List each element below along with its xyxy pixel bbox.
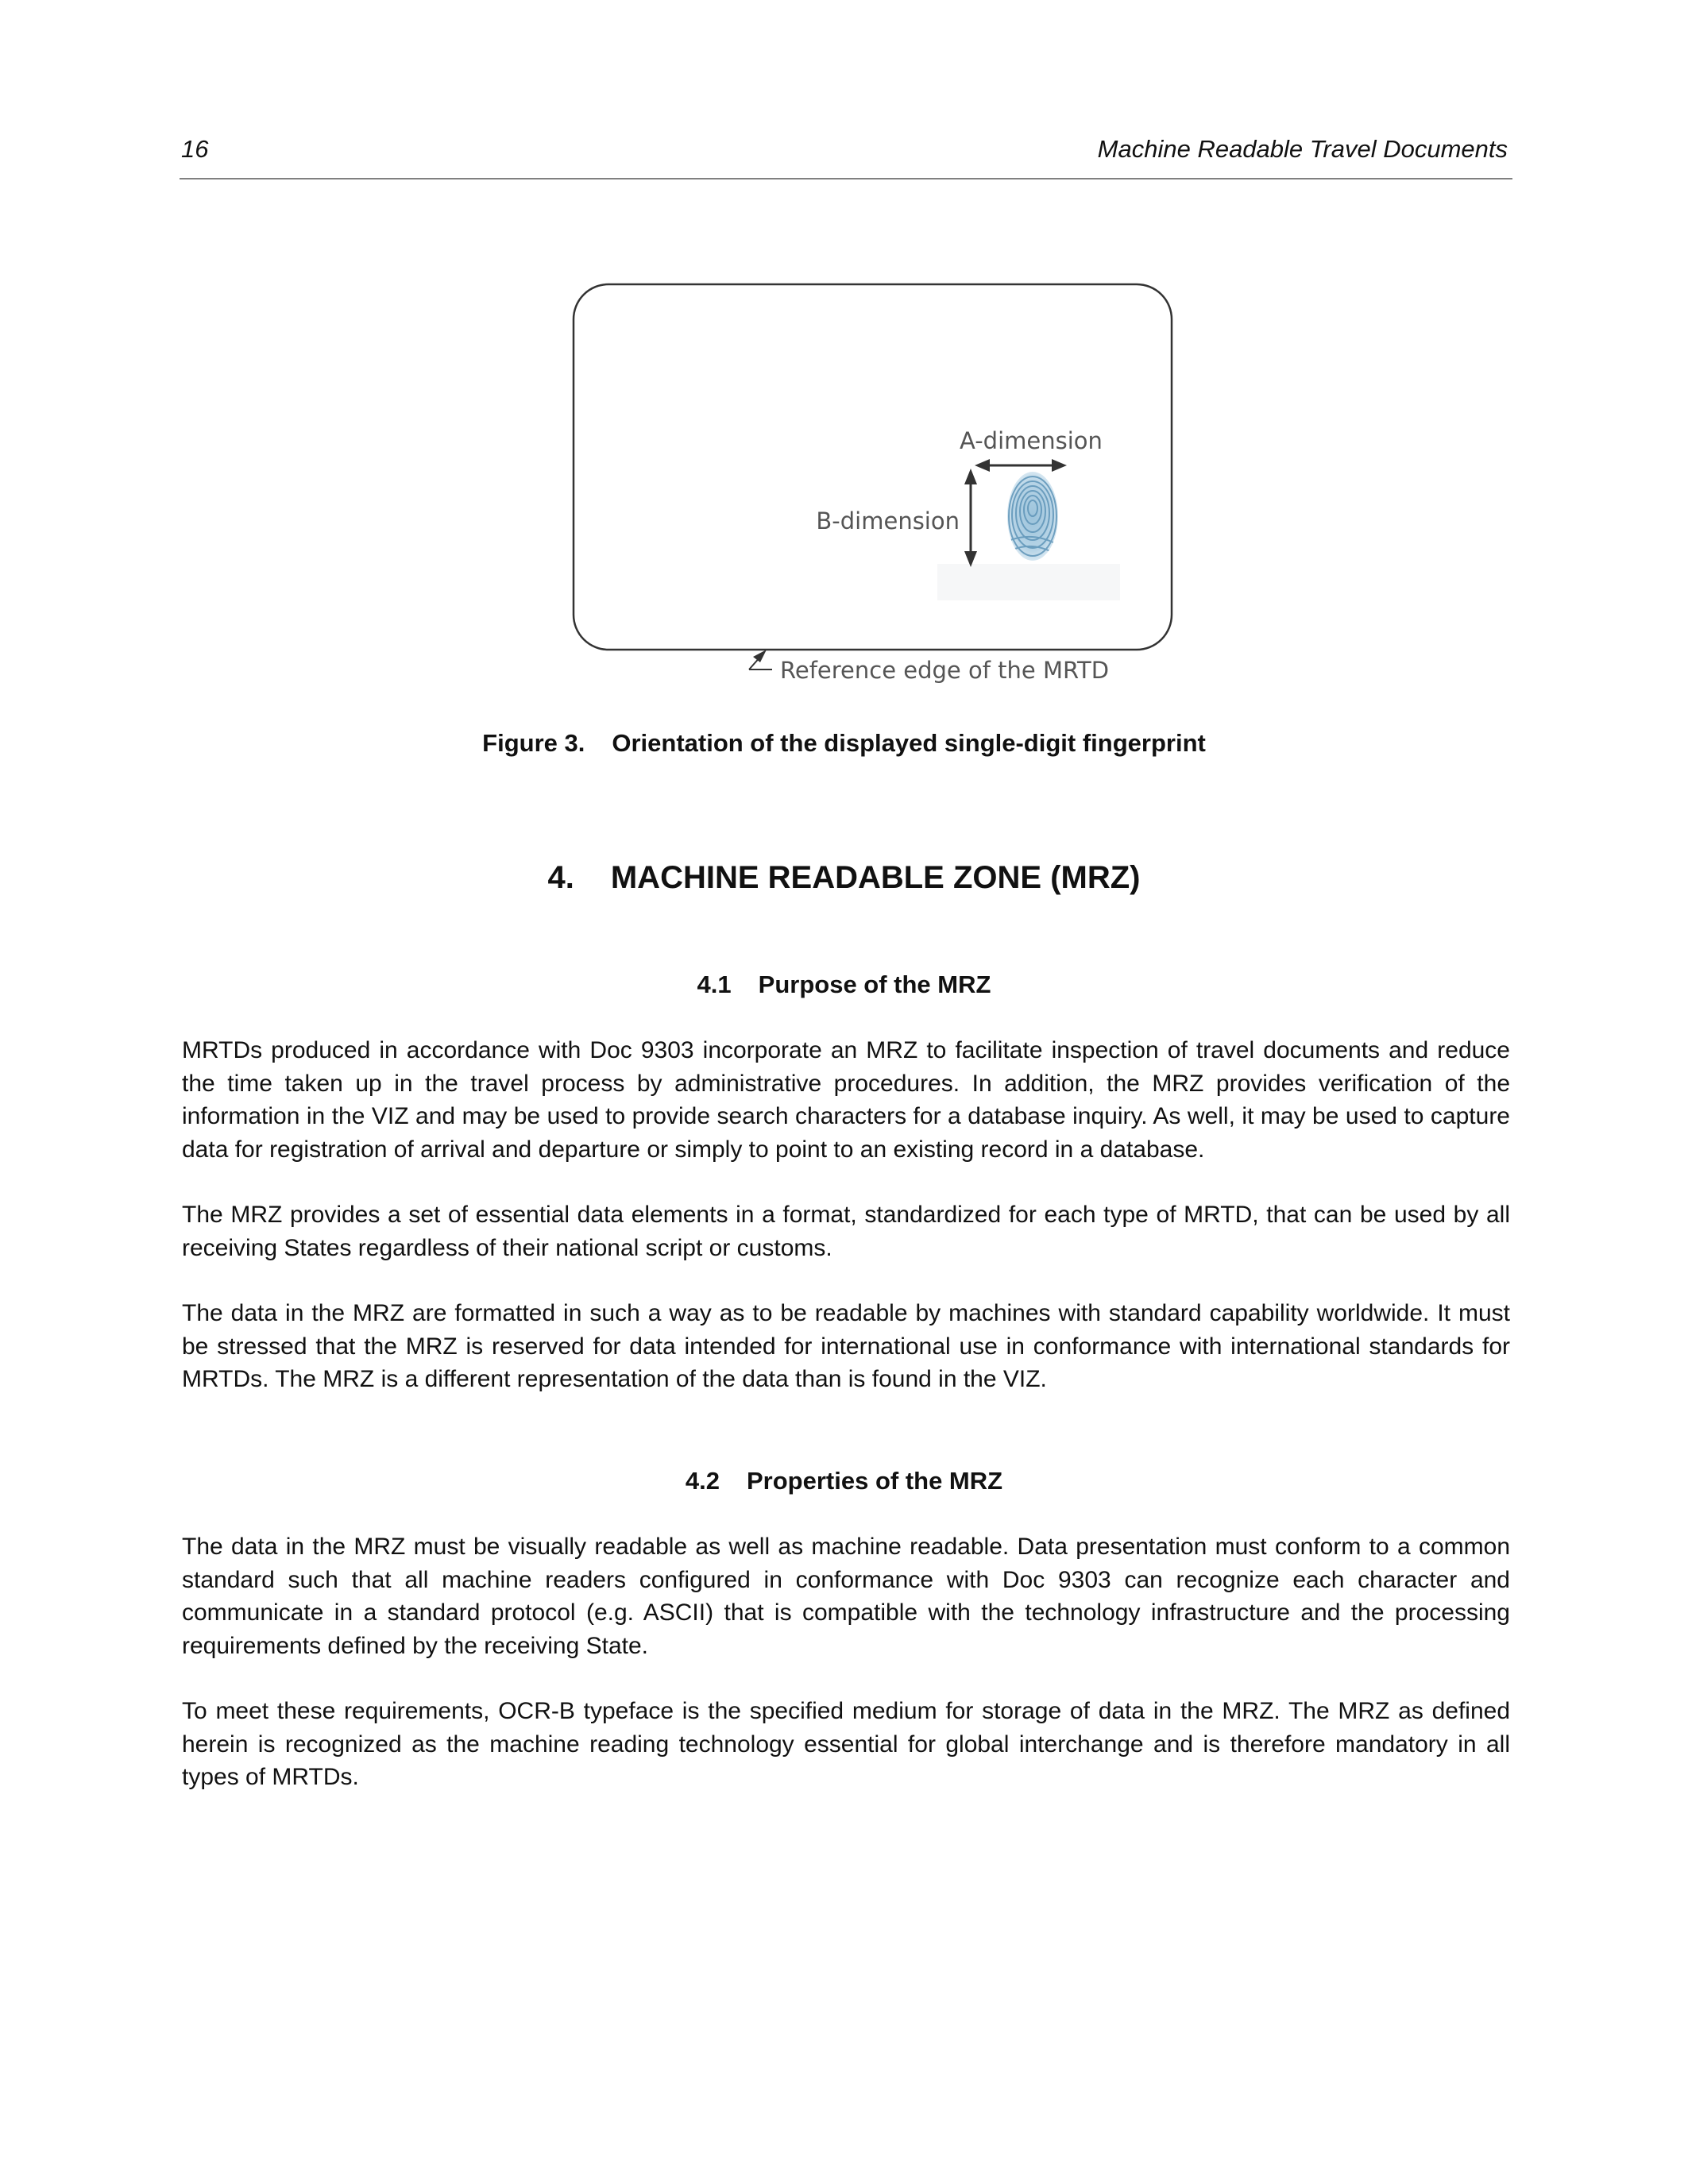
figure-diagram <box>556 270 1192 699</box>
reference-edge-label: Reference edge of the MRTD <box>780 657 1110 684</box>
a-dimension-arrow <box>975 459 1067 472</box>
figure-caption-number: Figure 3. <box>482 729 585 757</box>
paragraph: To meet these requirements, OCR-B typeface is the specified medium for storage of data in the MRZ. The MRZ as defined herein is recognized as the machine reading technology essential for global interchange and is therefore mandatory in all types of MRTDs. <box>182 1698 1510 1790</box>
running-title: Machine Readable Travel Documents <box>1097 135 1508 163</box>
b-dimension-arrow <box>964 469 977 567</box>
subsection-heading-4-1 <box>0 970 1688 999</box>
subsection-title: Properties of the MRZ <box>747 1467 1003 1495</box>
reference-edge-arrow <box>749 650 772 669</box>
figure-caption-text: Orientation of the displayed single-digit fingerprint <box>612 729 1206 757</box>
subsection-number: 4.1 <box>697 970 732 998</box>
a-dimension-label: A-dimension <box>960 427 1103 454</box>
figure-caption <box>0 729 1688 758</box>
subsection-number: 4.2 <box>685 1467 720 1495</box>
section-title: MACHINE READABLE ZONE (MRZ) <box>610 860 1141 895</box>
page-header <box>180 133 1512 179</box>
subsection-heading-4-2 <box>0 1467 1688 1495</box>
page-number: 16 <box>181 135 209 163</box>
b-dimension-label: B-dimension <box>816 507 960 534</box>
paragraph: The data in the MRZ must be visually readable as well as machine readable. Data presentation must conform to a common standard such that all machine readers configured in conformance with Doc 9303 can recognize each character and communicate in a standard protocol (e.g. ASCII) that is compatible with the technology infrastructure and the processing requirements defined by the receiving State. <box>182 1534 1510 1659</box>
section-number: 4. <box>547 860 574 895</box>
subsection-title: Purpose of the MRZ <box>758 970 991 998</box>
section-heading <box>0 860 1688 896</box>
faint-shadow <box>937 564 1120 600</box>
paragraph: The data in the MRZ are formatted in such a way as to be readable by machines with standard capability worldwide. It must be stressed that the MRZ is reserved for data intended for international use in conformance with international standards for MRTDs. The MRZ is a different representation of the data than is found in the VIZ. <box>182 1300 1510 1392</box>
paragraph: The MRZ provides a set of essential data elements in a format, standardized for each type of MRTD, that can be used by all receiving States regardless of their national script or customs. <box>182 1202 1510 1261</box>
figure-fingerprint-orientation <box>556 270 1192 699</box>
paragraph: MRTDs produced in accordance with Doc 9303 incorporate an MRZ to facilitate inspection of travel documents and reduce the time taken up in the travel process by administrative procedures. In addition, the MRZ provides verification of the information in the VIZ and may be used to provide search characters for a database inquiry. As well, it may be used to capture data for registration of arrival and departure or simply to point to an existing record in a database. <box>182 1037 1510 1163</box>
fingerprint-icon <box>1007 472 1058 561</box>
